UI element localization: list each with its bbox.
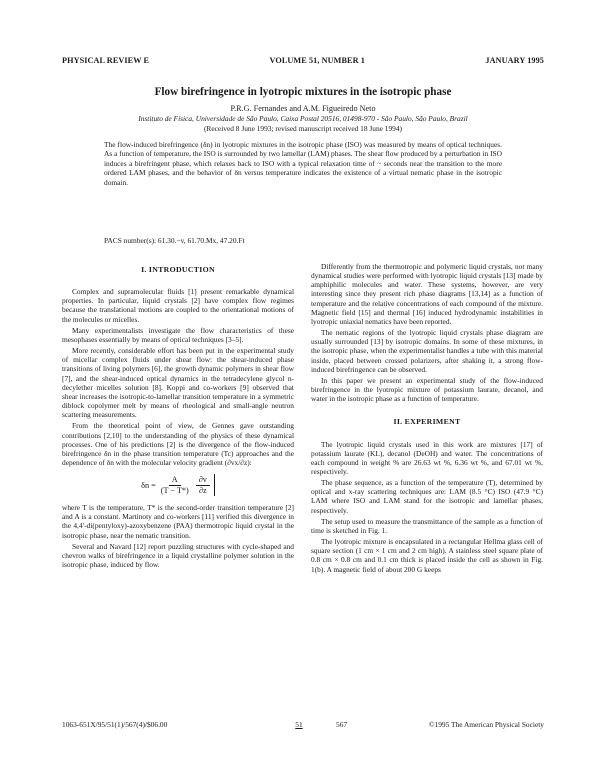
section-heading-experiment: II. EXPERIMENT xyxy=(393,417,461,427)
journal-name: PHYSICAL REVIEW E xyxy=(62,56,150,65)
page-footer xyxy=(62,720,544,729)
evaluation-bar xyxy=(214,474,215,496)
velocity-gradient-fraction xyxy=(196,475,210,496)
fraction-numerator: A xyxy=(169,475,181,486)
gradient-numerator: ∂v xyxy=(196,475,210,486)
page-number: 567 xyxy=(336,720,348,729)
paragraph: The lyotropic liquid crystals used in this work are mixtures [17] of potassium laurate (KL), decanol (DeOH) and water. The concentrations of each compound in weight % are 26.63 wt %, 6.36 wt %, and 67.01 wt %, respectively. xyxy=(311,439,543,476)
issn-code: 1063-651X/95/51(1)/567(4)/$06.00 xyxy=(62,720,168,729)
authors: P.R.G. Fernandes and A.M. Figueiredo Neto xyxy=(230,104,376,113)
paragraph: Differently from the thermotropic and polymeric liquid crystals, not many dynamical studies were performed with lyotropic liquid crystals [13] made by amphiphilic molecules and water. These systems, however, are very interesting since they present rich phase diagrams [13,14] as a function of temperature and the relative concentrations of each compound of the mixture. Magnetic field [15] and thermal [16] induced hydrodynamic instabilities in lyotropic uniaxial nematics have been reported. xyxy=(311,262,543,326)
gradient-denominator: ∂z xyxy=(198,485,207,495)
paragraph: In this paper we present an experimental study of the flow-induced birefringence in the lyotropic mixture of potassium laurate, decanol, and water in the isotropic phase as a function of temperature. xyxy=(311,375,543,404)
paragraph: where T is the temperature, T* is the second-order transition temperature [2] and A is a constant. Martinoty and co-workers [11] verified this divergence in the 4,4′-di(pentyloxy)-azoxybenzene (PAA) thermotropic liquid crystal in the isotropic phase, near the nematic transition. xyxy=(62,503,294,540)
abstract: The flow-induced birefringence (δn) in lyotropic mixtures in the isotropic phase (ISO) was measured by means of optical techniques. As a function of temperature, the ISO is surrounded by two lamellar (LAM) phases. The shear flow produced by a perturbation in ISO induces a birefringent phase, which relaxes back to ISO with a typical relaxation time of ~ seconds near the transition to the more ordered LAM phases, and the behavior of δn versus temperature indicates the existence of a virtual nematic phase in the isotropic domain. xyxy=(104,140,502,187)
left-column xyxy=(62,262,294,571)
paragraph: From the theoretical point of view, de Gennes gave outstanding contributions [2,10] to the understanding of the physics of these dynamical processes. One of his predictions [2] is the divergence of the flow-induced birefringence δn in the phase transition temperature (Tc) approaches and the dependence of δn with the molecular velocity gradient (∂vx/∂z): xyxy=(62,421,294,467)
equation-fraction xyxy=(158,475,192,496)
pacs-numbers: PACS number(s): 61.30.−v, 61.70.Mx, 47.20.Ft xyxy=(104,236,245,245)
right-column xyxy=(311,262,543,576)
paragraph: Many experimentalists investigate the flow characteristics of these mesophases essentially by means of optical techniques [3–5]. xyxy=(62,325,294,344)
paragraph: Several and Navard [12] report puzzling structures with cycle-shaped and chevron walks of birefringence in a liquid crystalline polymer solution in the isotropic phase, induced by flow. xyxy=(62,541,294,570)
running-header xyxy=(62,56,544,68)
volume-number: VOLUME 51, NUMBER 1 xyxy=(269,56,365,65)
paragraph: The setup used to measure the transmittance of the sample as a function of time is sketched in Fig. 1. xyxy=(311,516,543,535)
equation-lhs: δn = xyxy=(141,480,156,490)
paragraph: Complex and supramolecular fluids [1] present remarkable dynamical properties. In particular, liquid crystals [2] have complex flow regimes because the translational motions are coupled to the orientational motions of the molecules or micelles. xyxy=(62,287,294,324)
issue-date: JANUARY 1995 xyxy=(485,56,544,65)
affiliation: Instituto de Física, Universidade de São Paulo, Caixa Postal 20516, 01498-970 - São Paulo, São Paulo, Brazil xyxy=(138,114,468,123)
received-date: (Received 8 June 1993; revised manuscript received 18 June 1994) xyxy=(203,124,403,133)
fraction-denominator: (T − T*) xyxy=(160,485,189,495)
copyright: ©1995 The American Physical Society xyxy=(428,720,544,729)
paragraph: The phase sequence, as a function of the temperature (T), determined by optical and x-ray scattering techniques are: LAM (8.5 °C) ISO (47.9 °C) LAM where ISO and LAM stand for the isotropic and lamellar phases, respectively. xyxy=(311,478,543,515)
paragraph: More recently, considerable effort has been put in the experimental study of micellar complex fluids under shear flow: the shear-induced phase transitions of living polymers [6], the growth dynamic polymers in shear flow [7], and the shear-induced optical dynamics in the tetradecylene glycol n-decylether micelles solution [8]. Koppi and co-workers [9] observed that shear increases the isotropic-to-lamellar transition temperature in a symmetric diblock copolymer melt by means of rheological and small-angle neutron scattering measurements. xyxy=(62,346,294,420)
equation-1 xyxy=(62,470,294,500)
paragraph: The nematic regions of the lyotropic liquid crystals phase diagram are usually surrounded [13] by isotropic domains. In some of these mixtures, in the isotropic phase, when the experimentalist handles a tube with this material inside, placed between crossed polarizers, after shaking it, a strong flow-induced birefringence can be observed. xyxy=(311,328,543,374)
footer-volume: 51 xyxy=(295,720,303,729)
section-heading-introduction: I. INTRODUCTION xyxy=(141,265,215,274)
paper-title: Flow birefringence in lyotropic mixtures in the isotropic phase xyxy=(154,86,452,98)
paragraph: The lyotropic mixture is encapsulated in a rectangular Hellma glass cell of square section (1 cm × 1 cm and 2 cm high). A stainless steel square plate of 0.8 cm × 0.8 cm and 0.1 cm thick is placed inside the cell as shown in Fig. 1(b). A magnetic field of about 200 G keeps xyxy=(311,537,543,574)
